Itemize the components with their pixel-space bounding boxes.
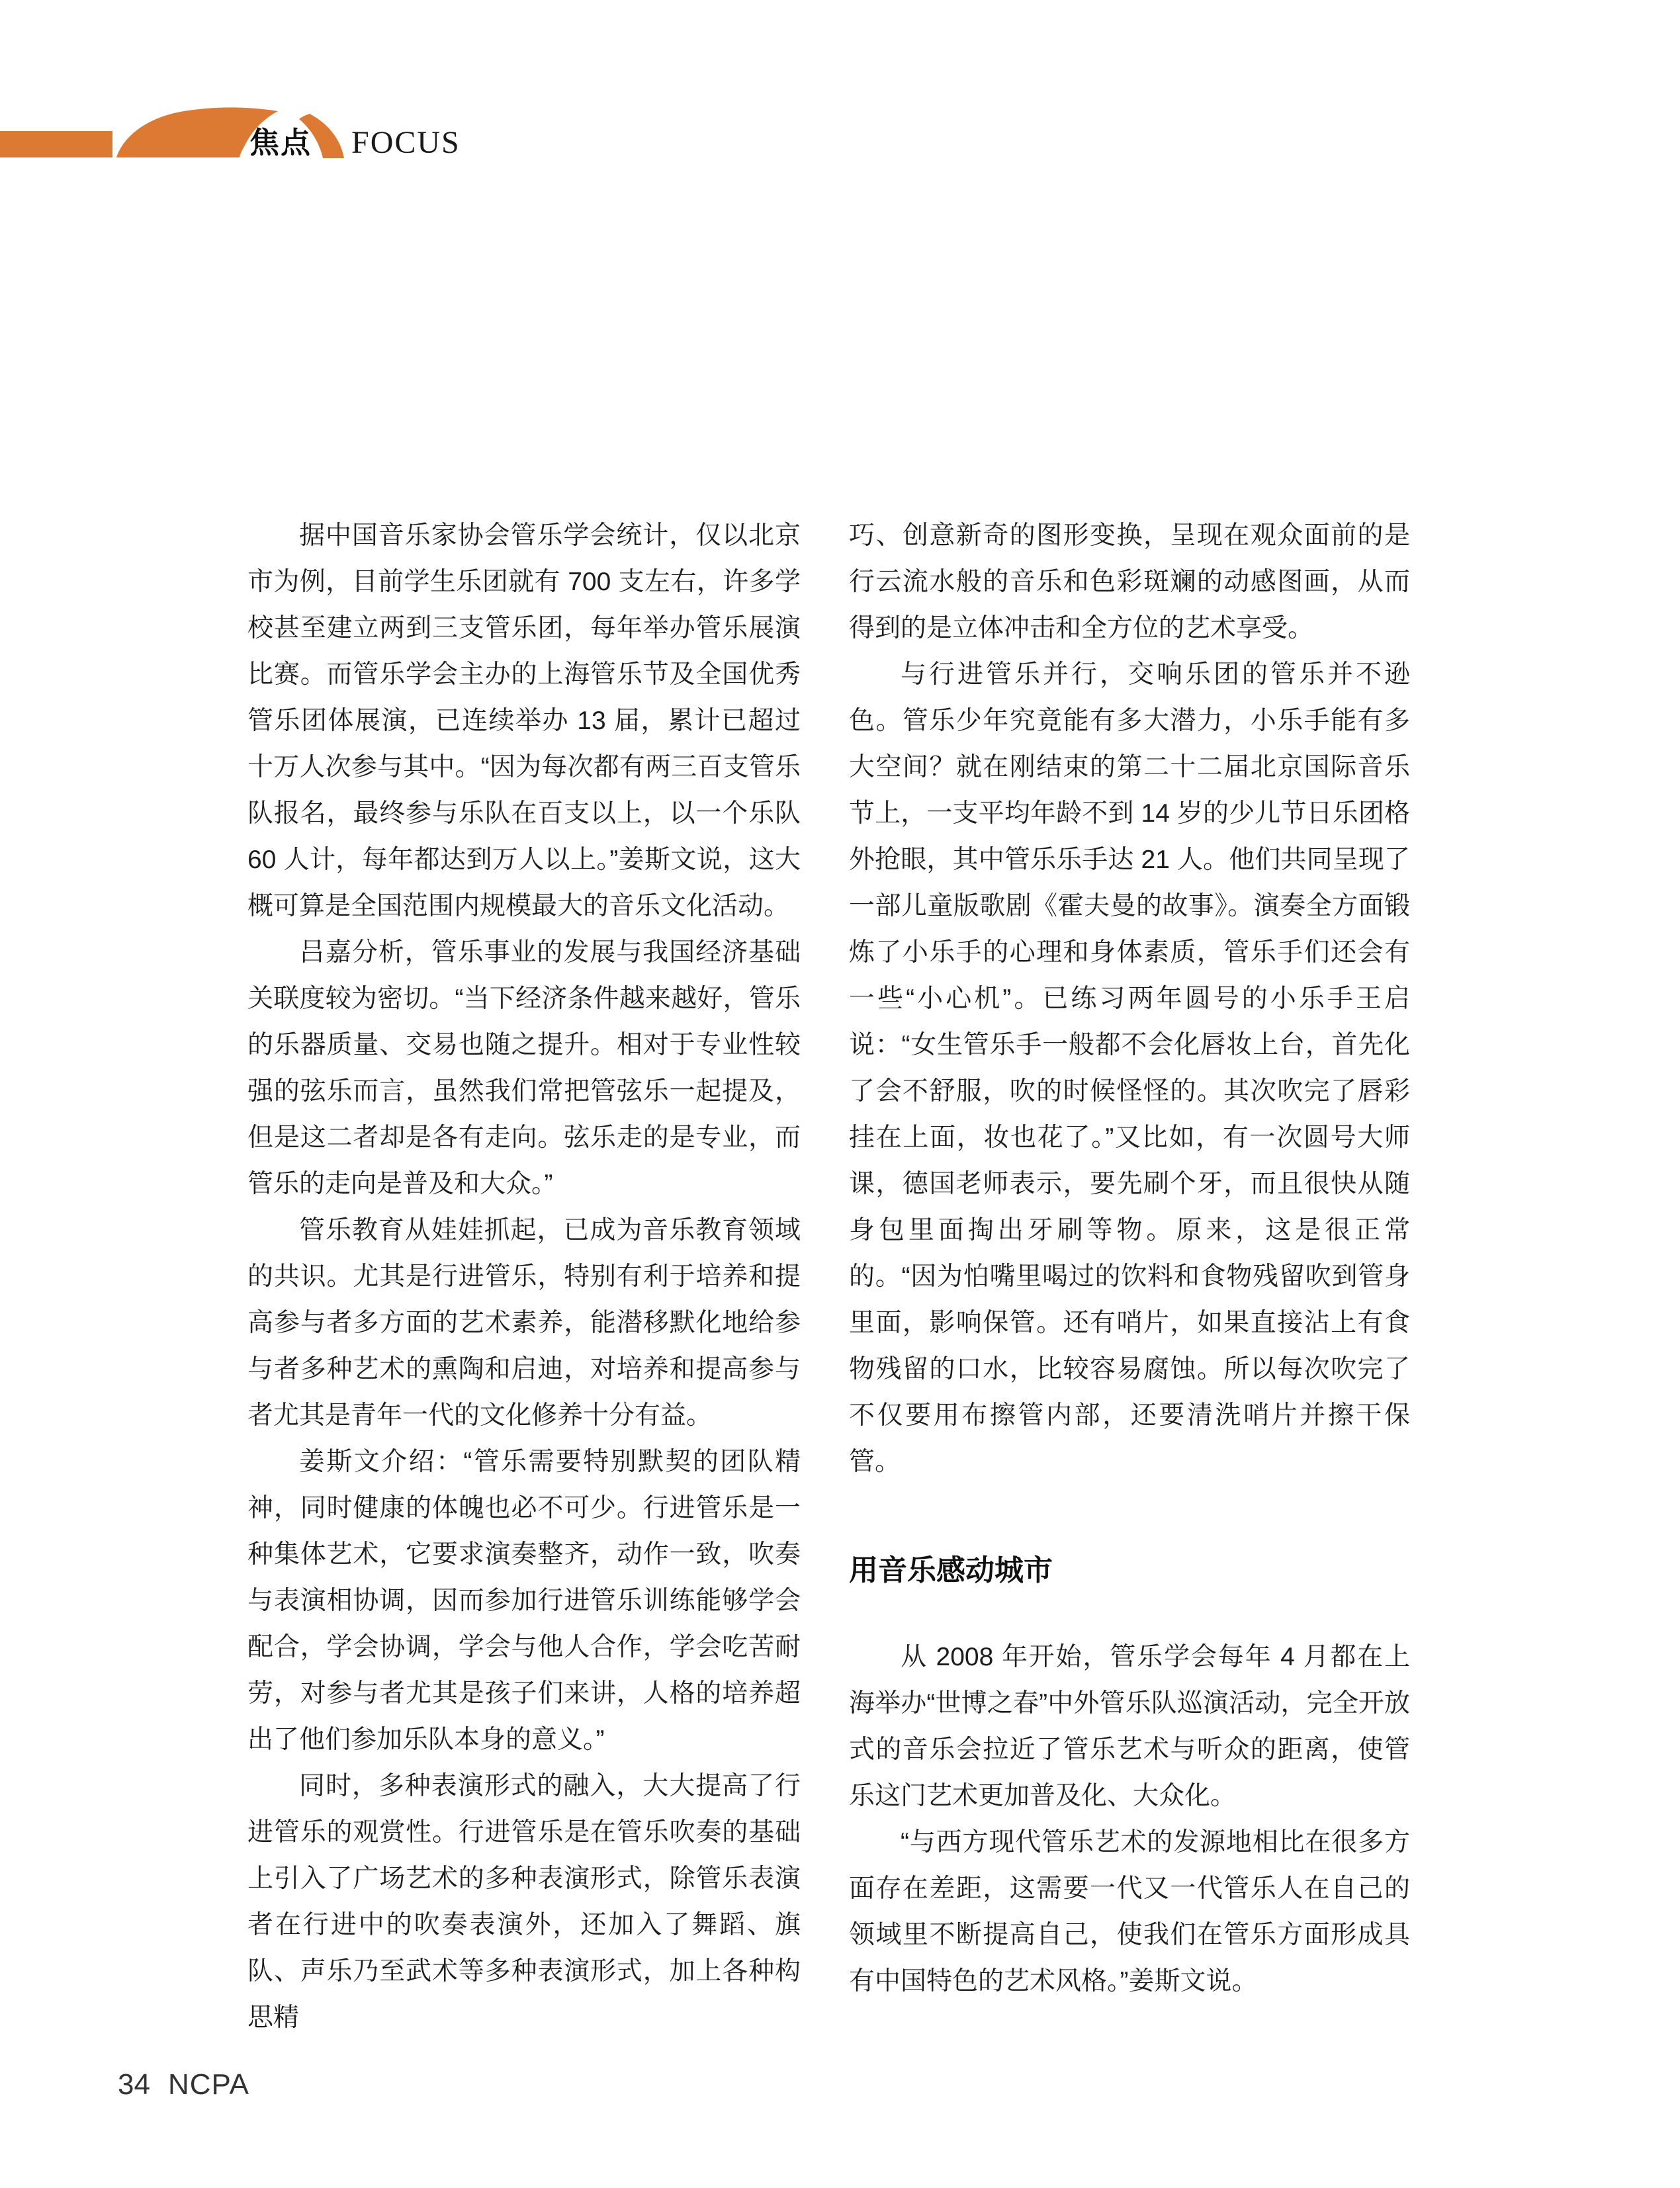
focus-logo-graphic: [0, 0, 463, 198]
paragraph: 姜斯文介绍：“管乐需要特别默契的团队精神，同时健康的体魄也必不可少。行进管乐是一种集体艺术，它要求演奏整齐，动作一致，吹奏与表演相协调，因而参加行进管乐训练能够学会配合，学会协调，学会与他人合作，学会吃苦耐劳，对参与者尤其是孩子们来讲，人格的培养超出了他们参加乐队本身的意义。”: [247, 1448, 801, 1754]
paragraph-continuation: 巧、创意新奇的图形变换，呈现在观众面前的是行云流水般的音乐和色彩斑斓的动感图画，从而得到的是立体冲击和全方位的艺术享受。: [849, 521, 1410, 642]
section-title-en: FOCUS: [351, 125, 461, 160]
logo-bar-shape: [0, 131, 112, 157]
paragraph: “与西方现代管乐艺术的发源地相比在很多方面存在差距，这需要一代又一代管乐人在自己的领域里不断提高自己，使我们在管乐方面形成具有中国特色的艺术风格。”姜斯文说。: [849, 1828, 1410, 1995]
left-column: [247, 513, 801, 2041]
paragraph: 同时，多种表演形式的融入，大大提高了行进管乐的观赏性。行进管乐是在管乐吹奏的基础上引入了广场艺术的多种表演形式，除管乐表演者在行进中的吹奏表演外，还加入了舞蹈、旗队、声乐乃至武术等多种表演形式，加上各种构思精: [247, 1772, 801, 2032]
paragraph: 与行进管乐并行，交响乐团的管乐并不逊色。管乐少年究竟能有多大潜力，小乐手能有多大空间？就在刚结束的第二十二届北京国际音乐节上，一支平均年龄不到 14 岁的少儿节日乐团格外抢眼，其中管乐乐手达 21 人。他们共同呈现了一部儿童版歌剧《霍夫曼的故事》。演奏全方面锻炼了小乐手的心理和身体素质，管乐手们还会有一些“小心机”。已练习两年圆号的小乐手王启说：“女生管乐手一般都不会化唇妆上台，首先化了会不舒服，吹的时候怪怪的。其次吹完了唇彩挂在上面，妆也花了。”又比如，有一次圆号大师课，德国老师表示，要先刷个牙，而且很快从随身包里面掏出牙刷等物。原来，这是很正常的。“因为怕嘴里喝过的饮料和食物残留吹到管身里面，影响保管。还有哨片，如果直接沾上有食物残留的口水，比较容易腐蚀。所以每次吹完了不仅要用布擦管内部，还要清洗哨片并擦干保管。: [849, 660, 1410, 1476]
section-title-cn: 焦点: [249, 126, 312, 159]
right-column: [849, 513, 1410, 2005]
paragraph: 管乐教育从娃娃抓起，已成为音乐教育领域的共识。尤其是行进管乐，特别有利于培养和提高参与者多方面的艺术素养，能潜移默化地给参与者多种艺术的熏陶和启迪，对培养和提高参与者尤其是青年一代的文化修养十分有益。: [247, 1216, 801, 1430]
subsection-heading: 用音乐感动城市: [849, 1554, 1053, 1587]
paragraph: 据中国音乐家协会管乐学会统计，仅以北京市为例，目前学生乐团就有 700 支左右，许多学校甚至建立两到三支管乐团，每年举办管乐展演比赛。而管乐学会主办的上海管乐节及全国优秀管乐团体展演，已连续举办 13 届，累计已超过十万人次参与其中。“因为每次都有两三百支管乐队报名，最终参与乐队在百支以上，以一个乐队 60 人计，每年都达到万人以上。”姜斯文说，这大概可算是全国范围内规模最大的音乐文化活动。: [247, 521, 801, 920]
page-footer: [118, 2070, 249, 2100]
paragraph: 从 2008 年开始，管乐学会每年 4 月都在上海举办“世博之春”中外管乐队巡演活动，完全开放式的音乐会拉近了管乐艺术与听众的距离，使管乐这门艺术更加普及化、大众化。: [849, 1643, 1410, 1810]
paragraph: 吕嘉分析，管乐事业的发展与我国经济基础关联度较为密切。“当下经济条件越来越好，管乐的乐器质量、交易也随之提升。相对于专业性较强的弦乐而言，虽然我们常把管弦乐一起提及，但是这二者却是各有走向。弦乐走的是专业，而管乐的走向是普及和大众。”: [247, 938, 801, 1198]
brand-label: NCPA: [167, 2068, 249, 2101]
page-number: 34: [118, 2068, 150, 2101]
